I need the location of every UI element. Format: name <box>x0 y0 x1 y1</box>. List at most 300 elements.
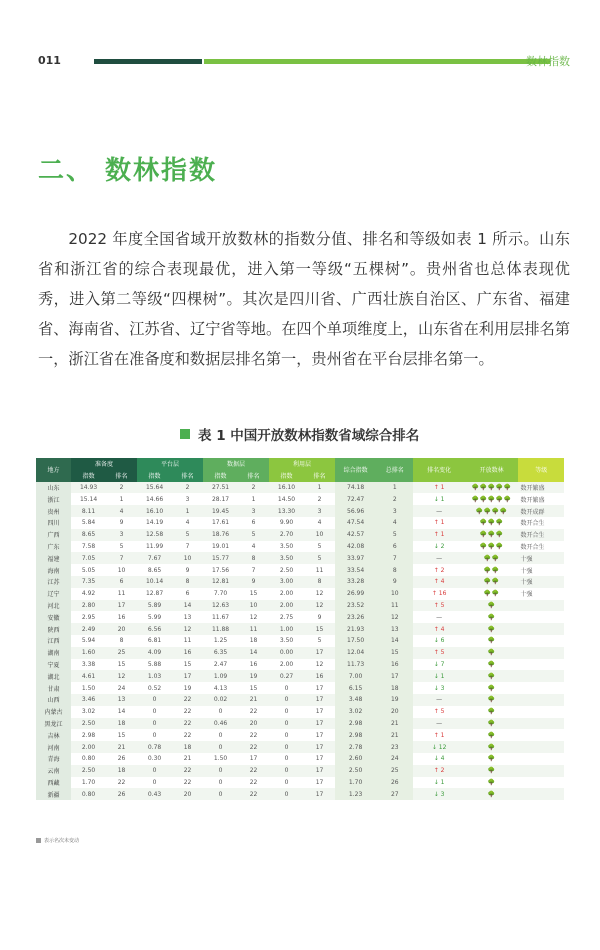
cell-readiness-index: 4.92 <box>71 588 106 600</box>
cell-readiness-rank: 11 <box>106 588 137 600</box>
cell-rank-change: ↓ 1 <box>413 777 465 789</box>
cell-platform-index: 12.58 <box>137 529 172 541</box>
cell-readiness-rank: 13 <box>106 694 137 706</box>
cell-total-rank: 27 <box>376 788 413 800</box>
cell-total-rank: 1 <box>376 482 413 494</box>
cell-platform-index: 0 <box>137 777 172 789</box>
cell-readiness-index: 1.60 <box>71 647 106 659</box>
table-row <box>36 741 564 753</box>
table-row <box>36 588 564 600</box>
cell-platform-index: 0 <box>137 706 172 718</box>
cell-platform-rank: 21 <box>172 753 203 765</box>
cell-usage-index: 0 <box>269 753 304 765</box>
cell-usage-index: 2.00 <box>269 600 304 612</box>
cell-data-rank: 20 <box>238 718 269 730</box>
table-row <box>36 788 564 800</box>
cell-data-index: 28.17 <box>203 493 238 505</box>
header-total-rank: 总排名 <box>376 458 413 482</box>
cell-usage-index: 0 <box>269 682 304 694</box>
cell-total-index: 11.73 <box>335 659 376 671</box>
subheader-index: 指数 <box>269 470 304 482</box>
cell-data-index: 0 <box>203 706 238 718</box>
cell-readiness-index: 8.11 <box>71 505 106 517</box>
cell-platform-rank: 4 <box>172 517 203 529</box>
cell-data-index: 12.63 <box>203 600 238 612</box>
cell-rank-change: ↑ 2 <box>413 765 465 777</box>
cell-data-rank: 22 <box>238 729 269 741</box>
table-row <box>36 505 564 517</box>
cell-usage-rank: 12 <box>304 600 335 612</box>
cell-region: 浙江 <box>36 493 71 505</box>
cell-usage-rank: 3 <box>304 505 335 517</box>
cell-tree-level: 🌳 <box>465 659 519 671</box>
cell-data-index: 4.13 <box>203 682 238 694</box>
cell-region: 湖北 <box>36 670 71 682</box>
cell-data-index: 0 <box>203 765 238 777</box>
cell-usage-rank: 12 <box>304 659 335 671</box>
cell-data-index: 1.09 <box>203 670 238 682</box>
cell-readiness-rank: 24 <box>106 682 137 694</box>
cell-readiness-index: 5.84 <box>71 517 106 529</box>
cell-readiness-index: 8.65 <box>71 529 106 541</box>
cell-platform-rank: 22 <box>172 765 203 777</box>
cell-grade <box>518 694 564 706</box>
cell-data-rank: 16 <box>238 659 269 671</box>
cell-data-rank: 21 <box>238 694 269 706</box>
cell-total-rank: 26 <box>376 777 413 789</box>
cell-rank-change: ↓ 2 <box>413 541 465 553</box>
cell-data-rank: 15 <box>238 588 269 600</box>
cell-grade: 十强 <box>518 576 564 588</box>
cell-platform-rank: 16 <box>172 647 203 659</box>
subheader-rank: 排名 <box>238 470 269 482</box>
cell-total-rank: 4 <box>376 517 413 529</box>
cell-region: 西藏 <box>36 777 71 789</box>
cell-tree-level: 🌳 <box>465 623 519 635</box>
cell-total-rank: 2 <box>376 493 413 505</box>
cell-data-index: 0 <box>203 777 238 789</box>
cell-region: 辽宁 <box>36 588 71 600</box>
header-section-title: 数林指数 <box>526 55 570 68</box>
cell-total-rank: 23 <box>376 741 413 753</box>
table-row <box>36 777 564 789</box>
table-row <box>36 623 564 635</box>
cell-usage-rank: 2 <box>304 493 335 505</box>
cell-usage-rank: 8 <box>304 576 335 588</box>
cell-tree-level: 🌳 <box>465 635 519 647</box>
cell-readiness-index: 2.98 <box>71 729 106 741</box>
cell-grade <box>518 777 564 789</box>
cell-total-rank: 24 <box>376 753 413 765</box>
cell-data-index: 19.01 <box>203 541 238 553</box>
cell-usage-rank: 17 <box>304 729 335 741</box>
cell-rank-change: — <box>413 552 465 564</box>
cell-tree-level: 🌳🌳 <box>465 576 519 588</box>
cell-readiness-index: 15.14 <box>71 493 106 505</box>
cell-data-index: 11.67 <box>203 611 238 623</box>
cell-usage-index: 0.27 <box>269 670 304 682</box>
cell-platform-rank: 19 <box>172 682 203 694</box>
cell-platform-index: 0 <box>137 765 172 777</box>
cell-tree-level: 🌳 <box>465 718 519 730</box>
cell-usage-index: 0 <box>269 706 304 718</box>
cell-rank-change: ↑ 1 <box>413 729 465 741</box>
cell-platform-index: 14.66 <box>137 493 172 505</box>
ranking-table <box>36 458 564 800</box>
cell-grade <box>518 623 564 635</box>
cell-platform-rank: 20 <box>172 788 203 800</box>
cell-readiness-index: 2.80 <box>71 600 106 612</box>
cell-total-index: 2.60 <box>335 753 376 765</box>
cell-platform-index: 0.30 <box>137 753 172 765</box>
cell-platform-rank: 13 <box>172 611 203 623</box>
cell-readiness-index: 2.50 <box>71 718 106 730</box>
cell-platform-index: 14.19 <box>137 517 172 529</box>
cell-readiness-index: 2.00 <box>71 741 106 753</box>
cell-platform-rank: 22 <box>172 706 203 718</box>
table-row <box>36 529 564 541</box>
cell-rank-change: — <box>413 694 465 706</box>
cell-region: 安徽 <box>36 611 71 623</box>
table-row <box>36 765 564 777</box>
cell-rank-change: — <box>413 505 465 517</box>
cell-data-rank: 5 <box>238 529 269 541</box>
note-mark-icon <box>36 838 41 843</box>
cell-usage-index: 0.00 <box>269 647 304 659</box>
cell-region: 陕西 <box>36 623 71 635</box>
cell-readiness-index: 1.50 <box>71 682 106 694</box>
cell-platform-index: 16.10 <box>137 505 172 517</box>
cell-total-rank: 5 <box>376 529 413 541</box>
cell-platform-rank: 3 <box>172 493 203 505</box>
cell-rank-change: ↑ 1 <box>413 517 465 529</box>
cell-region: 山西 <box>36 694 71 706</box>
cell-usage-rank: 1 <box>304 482 335 494</box>
cell-readiness-index: 4.61 <box>71 670 106 682</box>
cell-rank-change: ↑ 1 <box>413 529 465 541</box>
cell-total-index: 2.98 <box>335 729 376 741</box>
cell-platform-index: 5.89 <box>137 600 172 612</box>
cell-rank-change: ↑ 5 <box>413 706 465 718</box>
cell-platform-index: 0 <box>137 718 172 730</box>
cell-total-rank: 9 <box>376 576 413 588</box>
cell-usage-rank: 15 <box>304 623 335 635</box>
cell-platform-rank: 6 <box>172 588 203 600</box>
header-data: 数据层 <box>203 458 269 470</box>
cell-usage-index: 2.00 <box>269 659 304 671</box>
cell-tree-level: 🌳🌳 <box>465 564 519 576</box>
cell-data-index: 0.46 <box>203 718 238 730</box>
table-row <box>36 718 564 730</box>
cell-data-index: 1.25 <box>203 635 238 647</box>
cell-data-rank: 17 <box>238 753 269 765</box>
cell-rank-change: — <box>413 611 465 623</box>
cell-tree-level: 🌳🌳 <box>465 588 519 600</box>
cell-usage-index: 0 <box>269 788 304 800</box>
header-grade: 等级 <box>518 458 564 482</box>
cell-data-index: 19.45 <box>203 505 238 517</box>
table-body <box>36 482 564 801</box>
cell-region: 内蒙古 <box>36 706 71 718</box>
cell-region: 四川 <box>36 517 71 529</box>
cell-total-index: 2.78 <box>335 741 376 753</box>
cell-grade: 十强 <box>518 552 564 564</box>
cell-readiness-index: 3.38 <box>71 659 106 671</box>
cell-total-index: 33.97 <box>335 552 376 564</box>
cell-data-rank: 22 <box>238 765 269 777</box>
cell-readiness-rank: 17 <box>106 600 137 612</box>
cell-platform-index: 6.56 <box>137 623 172 635</box>
table-note-text: 表示名次未变动 <box>44 838 80 844</box>
cell-platform-rank: 1 <box>172 505 203 517</box>
cell-region: 黑龙江 <box>36 718 71 730</box>
cell-platform-rank: 9 <box>172 564 203 576</box>
cell-tree-level: 🌳 <box>465 706 519 718</box>
cell-platform-index: 5.99 <box>137 611 172 623</box>
cell-total-rank: 17 <box>376 670 413 682</box>
cell-tree-level: 🌳 <box>465 682 519 694</box>
cell-usage-rank: 17 <box>304 647 335 659</box>
cell-readiness-index: 0.80 <box>71 788 106 800</box>
cell-total-rank: 11 <box>376 600 413 612</box>
cell-total-rank: 10 <box>376 588 413 600</box>
cell-data-rank: 12 <box>238 611 269 623</box>
cell-readiness-rank: 15 <box>106 729 137 741</box>
cell-total-index: 23.26 <box>335 611 376 623</box>
cell-readiness-rank: 3 <box>106 529 137 541</box>
cell-grade <box>518 635 564 647</box>
cell-tree-level: 🌳🌳 <box>465 552 519 564</box>
cell-usage-rank: 5 <box>304 541 335 553</box>
cell-platform-rank: 15 <box>172 659 203 671</box>
cell-grade <box>518 600 564 612</box>
table-row <box>36 517 564 529</box>
cell-region: 甘肃 <box>36 682 71 694</box>
cell-total-rank: 20 <box>376 706 413 718</box>
cell-tree-level: 🌳 <box>465 694 519 706</box>
cell-total-index: 6.15 <box>335 682 376 694</box>
table-note <box>36 837 79 844</box>
cell-data-index: 0 <box>203 788 238 800</box>
cell-platform-rank: 18 <box>172 741 203 753</box>
cell-data-rank: 15 <box>238 682 269 694</box>
cell-tree-level: 🌳 <box>465 600 519 612</box>
cell-readiness-rank: 18 <box>106 718 137 730</box>
cell-total-rank: 19 <box>376 694 413 706</box>
cell-data-index: 0 <box>203 741 238 753</box>
cell-usage-index: 2.75 <box>269 611 304 623</box>
cell-platform-index: 7.67 <box>137 552 172 564</box>
cell-data-rank: 10 <box>238 600 269 612</box>
subheader-rank: 排名 <box>304 470 335 482</box>
table-row <box>36 670 564 682</box>
cell-platform-rank: 8 <box>172 576 203 588</box>
cell-readiness-rank: 1 <box>106 493 137 505</box>
cell-data-index: 17.61 <box>203 517 238 529</box>
cell-rank-change: ↓ 12 <box>413 741 465 753</box>
cell-platform-index: 15.64 <box>137 482 172 494</box>
cell-platform-rank: 22 <box>172 777 203 789</box>
cell-total-index: 23.52 <box>335 600 376 612</box>
cell-usage-index: 16.10 <box>269 482 304 494</box>
cell-usage-rank: 5 <box>304 635 335 647</box>
body-paragraph: 2022 年度全国省域开放数林的指数分值、排名和等级如表 1 所示。山东省和浙江省的综合表现最优，进入第一等级“五棵树”。贵州省也总体表现优秀，进入第二等级“四棵树”。其次是四川省、广西壮族自治区、广东省、福建省、海南省、江苏省、辽宁省等地。在四个单项维度上，山东省在利用层排名第一，浙江省在准备度和数据层排名第一，贵州省在平台层排名第一。 <box>38 230 570 368</box>
table-row <box>36 611 564 623</box>
subheader-index: 指数 <box>203 470 238 482</box>
cell-usage-rank: 17 <box>304 682 335 694</box>
cell-total-index: 21.93 <box>335 623 376 635</box>
subheader-index: 指数 <box>71 470 106 482</box>
cell-readiness-rank: 15 <box>106 659 137 671</box>
cell-total-index: 56.96 <box>335 505 376 517</box>
cell-usage-rank: 16 <box>304 670 335 682</box>
cell-total-rank: 21 <box>376 718 413 730</box>
cell-data-index: 6.35 <box>203 647 238 659</box>
cell-data-rank: 11 <box>238 623 269 635</box>
cell-total-index: 1.23 <box>335 788 376 800</box>
cell-readiness-rank: 6 <box>106 576 137 588</box>
cell-total-index: 33.28 <box>335 576 376 588</box>
cell-platform-index: 4.09 <box>137 647 172 659</box>
cell-data-rank: 22 <box>238 788 269 800</box>
cell-tree-level: 🌳🌳🌳 <box>465 529 519 541</box>
cell-rank-change: ↑ 2 <box>413 564 465 576</box>
cell-total-rank: 18 <box>376 682 413 694</box>
cell-platform-index: 10.14 <box>137 576 172 588</box>
cell-rank-change: ↓ 6 <box>413 635 465 647</box>
subheader-index: 指数 <box>137 470 172 482</box>
header-usage: 利用层 <box>269 458 335 470</box>
cell-readiness-index: 1.70 <box>71 777 106 789</box>
cell-region: 云南 <box>36 765 71 777</box>
cell-total-index: 7.00 <box>335 670 376 682</box>
cell-grade <box>518 706 564 718</box>
cell-data-rank: 7 <box>238 564 269 576</box>
cell-data-index: 1.50 <box>203 753 238 765</box>
cell-usage-rank: 10 <box>304 529 335 541</box>
cell-usage-rank: 17 <box>304 765 335 777</box>
cell-data-rank: 18 <box>238 635 269 647</box>
cell-grade <box>518 682 564 694</box>
cell-tree-level: 🌳🌳🌳 <box>465 517 519 529</box>
cell-usage-rank: 17 <box>304 777 335 789</box>
cell-region: 山东 <box>36 482 71 494</box>
cell-usage-rank: 5 <box>304 552 335 564</box>
cell-data-rank: 22 <box>238 777 269 789</box>
cell-total-rank: 8 <box>376 564 413 576</box>
cell-data-index: 27.51 <box>203 482 238 494</box>
cell-readiness-index: 0.80 <box>71 753 106 765</box>
cell-tree-level: 🌳 <box>465 753 519 765</box>
cell-grade: 数开繁盛 <box>518 482 564 494</box>
cell-readiness-rank: 26 <box>106 788 137 800</box>
cell-rank-change: ↑ 5 <box>413 600 465 612</box>
cell-grade <box>518 765 564 777</box>
subheader-rank: 排名 <box>106 470 137 482</box>
cell-readiness-rank: 14 <box>106 706 137 718</box>
cell-total-rank: 16 <box>376 659 413 671</box>
cell-readiness-rank: 21 <box>106 741 137 753</box>
cell-grade <box>518 729 564 741</box>
table-row <box>36 541 564 553</box>
page-number: 011 <box>38 54 61 67</box>
table-row <box>36 729 564 741</box>
cell-total-index: 72.47 <box>335 493 376 505</box>
cell-readiness-index: 2.49 <box>71 623 106 635</box>
cell-platform-index: 0 <box>137 694 172 706</box>
cell-data-index: 15.77 <box>203 552 238 564</box>
cell-usage-index: 0 <box>269 765 304 777</box>
cell-readiness-index: 2.50 <box>71 765 106 777</box>
cell-readiness-rank: 9 <box>106 517 137 529</box>
cell-readiness-rank: 7 <box>106 552 137 564</box>
table-row <box>36 482 564 494</box>
cell-platform-index: 12.87 <box>137 588 172 600</box>
cell-tree-level: 🌳 <box>465 647 519 659</box>
cell-readiness-index: 14.93 <box>71 482 106 494</box>
table-row <box>36 635 564 647</box>
cell-tree-level: 🌳 <box>465 670 519 682</box>
cell-total-rank: 13 <box>376 623 413 635</box>
table-row <box>36 682 564 694</box>
cell-usage-rank: 4 <box>304 517 335 529</box>
cell-data-rank: 2 <box>238 482 269 494</box>
cell-total-index: 42.08 <box>335 541 376 553</box>
cell-usage-index: 0 <box>269 741 304 753</box>
cell-usage-index: 14.50 <box>269 493 304 505</box>
header-bar-green <box>204 59 550 64</box>
cell-tree-level: 🌳 <box>465 741 519 753</box>
cell-readiness-rank: 20 <box>106 623 137 635</box>
cell-grade <box>518 647 564 659</box>
cell-total-rank: 21 <box>376 729 413 741</box>
cell-readiness-index: 7.05 <box>71 552 106 564</box>
ranking-table-wrapper <box>36 458 564 800</box>
cell-total-index: 2.98 <box>335 718 376 730</box>
cell-tree-level: 🌳🌳🌳🌳🌳 <box>465 493 519 505</box>
page-header <box>38 52 570 70</box>
cell-rank-change: ↑ 4 <box>413 623 465 635</box>
cell-usage-index: 2.50 <box>269 564 304 576</box>
cell-data-rank: 9 <box>238 576 269 588</box>
cell-platform-rank: 10 <box>172 552 203 564</box>
cell-platform-index: 11.99 <box>137 541 172 553</box>
table-row <box>36 552 564 564</box>
cell-total-rank: 15 <box>376 647 413 659</box>
cell-usage-index: 0 <box>269 729 304 741</box>
cell-data-rank: 8 <box>238 552 269 564</box>
cell-data-rank: 3 <box>238 505 269 517</box>
cell-total-index: 74.18 <box>335 482 376 494</box>
cell-grade: 数开合生 <box>518 541 564 553</box>
cell-rank-change: ↓ 1 <box>413 670 465 682</box>
cell-platform-rank: 2 <box>172 482 203 494</box>
cell-region: 海南 <box>36 564 71 576</box>
cell-grade: 数开合生 <box>518 517 564 529</box>
cell-rank-change: — <box>413 718 465 730</box>
cell-readiness-rank: 2 <box>106 482 137 494</box>
cell-data-rank: 6 <box>238 517 269 529</box>
cell-tree-level: 🌳 <box>465 765 519 777</box>
cell-usage-index: 3.50 <box>269 552 304 564</box>
cell-rank-change: ↑ 5 <box>413 647 465 659</box>
cell-total-rank: 7 <box>376 552 413 564</box>
cell-grade: 数开合生 <box>518 529 564 541</box>
cell-readiness-rank: 8 <box>106 635 137 647</box>
cell-platform-index: 0.52 <box>137 682 172 694</box>
cell-grade: 十强 <box>518 564 564 576</box>
cell-region: 江西 <box>36 635 71 647</box>
